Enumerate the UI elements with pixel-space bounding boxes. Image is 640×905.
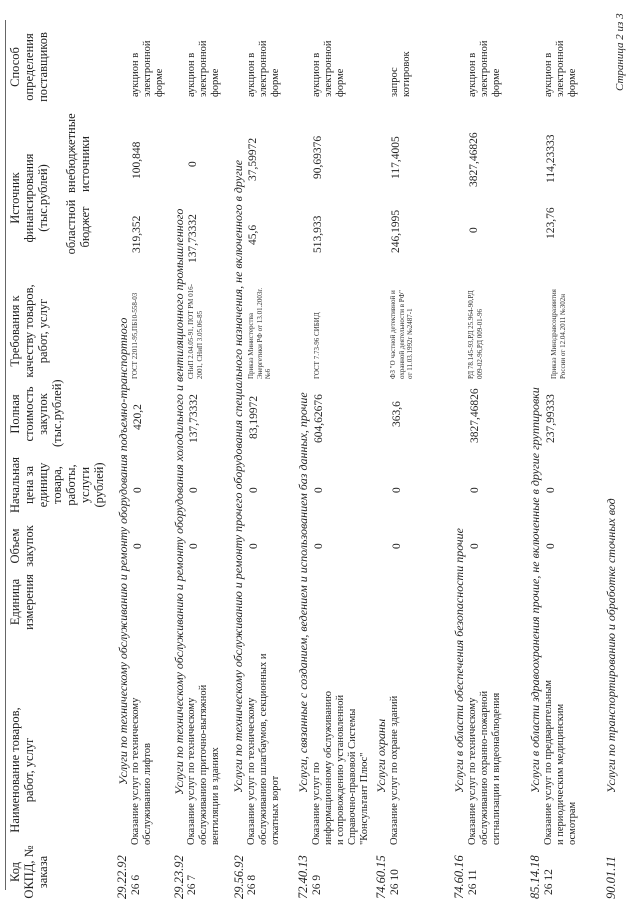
item-name: Оказание услуг по техническому обслуживанию лифтов: [130, 697, 153, 845]
order-number: 26 8: [246, 874, 258, 895]
section-title: Услуги в области обеспечения безопасности прочие: [452, 528, 466, 793]
method-text: аукцион в электронной форме: [467, 40, 502, 97]
requirements-text: Приказ Министерства Энергетики РФ от 13.01.2003г. №6: [247, 287, 272, 379]
volume-value: 0: [313, 543, 325, 549]
header-unit: Единица измерения: [8, 574, 36, 630]
method-text: аукцион в электронной форме: [130, 40, 165, 97]
okpd-code: 29.22.92: [115, 855, 129, 899]
price-value: 0: [132, 487, 144, 493]
header-method: Способ определения поставщиков: [8, 32, 50, 102]
total-value: 3827,46826: [469, 388, 481, 443]
extra-value: 3827,46826: [468, 132, 480, 187]
price-value: 0: [248, 487, 260, 493]
section-title: Услуги охраны: [374, 718, 388, 793]
order-number: 26 10: [389, 869, 401, 895]
requirements-text: СНиП 2.04.05-91, ПОТ РМ 016-2001, СНиП 3.05.06-85: [187, 284, 204, 379]
volume-value: 0: [132, 543, 144, 549]
okpd-code: 72.40.13: [296, 855, 310, 899]
regional-value: 45,6: [247, 224, 259, 245]
order-number: 26 12: [543, 869, 555, 895]
total-value: 237,99333: [545, 394, 557, 443]
regional-value: 513,933: [312, 215, 324, 253]
requirements-text: ФЗ "О частной детективной и охранной деятельности в РФ" от 11.03.1992г №2487-1: [389, 290, 414, 379]
volume-value: 0: [248, 543, 260, 549]
order-number: 26 6: [130, 874, 142, 895]
total-value: 83,19972: [248, 395, 260, 439]
item-name: Оказание услуг по информационному обслуживанию и сопровождению установленной Справочно-правовой Системы "Консультант Плюс": [311, 691, 370, 845]
extra-value: 37,59972: [247, 137, 259, 181]
method-text: аукцион в электронной форме: [311, 40, 346, 97]
total-value: 137,73332: [188, 394, 200, 443]
okpd-code: 29.23.92: [172, 855, 186, 899]
header-requirements: Требования к качеству товаров, работ, услуг: [8, 284, 50, 378]
order-number: 26 7: [186, 874, 198, 895]
order-number: 26 9: [311, 874, 323, 895]
method-text: аукцион в электронной форме: [246, 40, 281, 97]
okpd-code: 29.56.92: [232, 855, 246, 899]
price-value: 0: [391, 487, 403, 493]
okpd-code: 90.01.11: [604, 856, 618, 899]
section-title: Услуги по техническому обслуживанию и ремонту оборудования подъемно-транспортного: [116, 317, 130, 785]
total-value: 420,2: [132, 404, 144, 430]
volume-value: 0: [469, 543, 481, 549]
header-funding-extra: внебюджетные источники: [64, 113, 92, 193]
page-number: Страница 2 из 3: [614, 13, 626, 91]
header-code: Код ОКПД, № заказа: [8, 845, 50, 899]
okpd-code: 74.60.16: [452, 855, 466, 899]
total-value: 363,6: [391, 401, 403, 427]
requirements-text: ГОСТ 7.73-96 СИБИД: [313, 312, 321, 379]
extra-value: 100,848: [131, 141, 143, 179]
extra-value: 117,4005: [390, 136, 402, 179]
price-value: 0: [469, 487, 481, 493]
requirements-text: ГОСТ 22011-95,ПБ10-558-03: [131, 292, 139, 379]
header-start-price: Начальная цена за единицу товара, работы, услуги (рублей): [8, 457, 106, 513]
header-volume: Объем закупок: [8, 525, 36, 567]
requirements-text: РД 78.145-93,РД 25.964-90,РД 009-02-96,РД 009-01-96: [467, 290, 484, 379]
volume-value: 0: [545, 543, 557, 549]
section-title: Услуги в области здравоохранения прочие, не включенные в другие группировки: [528, 387, 542, 793]
header-funding-regional: областной бюджет: [64, 199, 92, 255]
header-total-cost: Полная стоимость закупок (тыс.рублей): [8, 379, 64, 447]
header-funding: Источник финансирования (тыс.рублей): [8, 153, 50, 243]
regional-value: 319,352: [131, 215, 143, 253]
method-text: запрос котировок: [389, 51, 412, 97]
item-name: Оказание услуг по предварительным и периодическим медицинским осмотрам: [543, 679, 578, 845]
okpd-code: 74.60.15: [374, 855, 388, 899]
regional-value: 0: [468, 227, 480, 233]
order-number: 26 11: [467, 869, 479, 895]
section-title: Услуги по техническому обслуживанию и ремонту оборудования холодильного и вентиляционного промышленного: [172, 208, 186, 795]
item-name: Оказание услуг по техническому обслуживанию охранно-пожарной сигнализации и видеонаблюдения: [467, 690, 502, 845]
item-name: Оказание услуг по техническому обслуживанию шлагбаумов, секционных и откатных ворот: [246, 653, 281, 845]
extra-value: 0: [187, 161, 199, 167]
item-name: Оказание услуг по техническому обслуживанию приточно-вытяжной вентиляции в зданиях: [186, 684, 221, 845]
section-title: Услуги по транспортированию и обработке сточных вод: [604, 498, 618, 793]
method-text: аукцион в электронной форме: [543, 40, 578, 97]
method-text: аукцион в электронной форме: [186, 40, 221, 97]
regional-value: 123,76: [545, 207, 557, 239]
regional-value: 137,73332: [187, 214, 199, 263]
price-value: 0: [188, 487, 200, 493]
total-value: 604,62676: [313, 394, 325, 443]
header-name: Наименование товаров, работ, услуг: [8, 707, 36, 833]
volume-value: 0: [391, 543, 403, 549]
page-edge-line: [5, 20, 6, 890]
price-value: 0: [545, 487, 557, 493]
section-title: Услуги по техническому обслуживанию и ремонту прочего оборудования специального назначения, не включенного в другие: [231, 159, 245, 793]
requirements-text: Приказ Минздравсоцразвития России от 12.04.2011 №302н: [550, 289, 567, 379]
extra-value: 90,69376: [312, 135, 324, 179]
volume-value: 0: [188, 543, 200, 549]
section-title: Услуги, связанные с созданием, ведением и использованием баз данных, прочие: [296, 392, 310, 793]
regional-value: 246,1995: [390, 209, 402, 253]
extra-value: 114,23333: [545, 134, 557, 183]
okpd-code: 85.14.18: [528, 855, 542, 899]
price-value: 0: [313, 487, 325, 493]
item-name: Оказание услуг по охране зданий: [389, 695, 400, 845]
